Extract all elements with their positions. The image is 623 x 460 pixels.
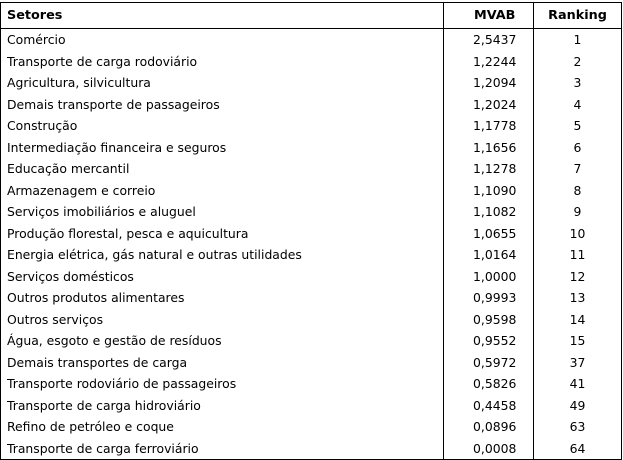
ranking-cell: 37 bbox=[534, 352, 622, 374]
sector-cell: Intermediação financeira e seguros bbox=[1, 137, 444, 159]
ranking-cell: 41 bbox=[534, 373, 622, 395]
table-row bbox=[1, 416, 622, 438]
sector-cell: Energia elétrica, gás natural e outras utilidades bbox=[1, 244, 444, 266]
sector-cell: Transporte rodoviário de passageiros bbox=[1, 373, 444, 395]
mvab-cell: 1,2094 bbox=[444, 72, 534, 94]
sector-cell: Produção florestal, pesca e aquicultura bbox=[1, 223, 444, 245]
mvab-cell: 1,2244 bbox=[444, 51, 534, 73]
sector-cell: Refino de petróleo e coque bbox=[1, 416, 444, 438]
mvab-cell: 0,0896 bbox=[444, 416, 534, 438]
sector-cell: Educação mercantil bbox=[1, 158, 444, 180]
table-row bbox=[1, 309, 622, 331]
mvab-cell: 0,4458 bbox=[444, 395, 534, 417]
sector-cell: Demais transporte de passageiros bbox=[1, 94, 444, 116]
sector-cell: Comércio bbox=[1, 29, 444, 51]
table-row bbox=[1, 438, 622, 460]
header-mvab: MVAB bbox=[444, 3, 534, 29]
table-row bbox=[1, 29, 622, 51]
ranking-cell: 11 bbox=[534, 244, 622, 266]
mvab-cell: 1,1082 bbox=[444, 201, 534, 223]
sector-cell: Demais transportes de carga bbox=[1, 352, 444, 374]
mvab-cell: 2,5437 bbox=[444, 29, 534, 51]
ranking-cell: 6 bbox=[534, 137, 622, 159]
mvab-cell: 0,9598 bbox=[444, 309, 534, 331]
ranking-cell: 1 bbox=[534, 29, 622, 51]
mvab-cell: 0,5972 bbox=[444, 352, 534, 374]
ranking-cell: 9 bbox=[534, 201, 622, 223]
table-row bbox=[1, 244, 622, 266]
ranking-cell: 7 bbox=[534, 158, 622, 180]
ranking-cell: 5 bbox=[534, 115, 622, 137]
sector-cell: Transporte de carga ferroviário bbox=[1, 438, 444, 460]
mvab-cell: 1,0655 bbox=[444, 223, 534, 245]
mvab-cell: 1,1090 bbox=[444, 180, 534, 202]
sector-cell: Serviços imobiliários e aluguel bbox=[1, 201, 444, 223]
ranking-cell: 2 bbox=[534, 51, 622, 73]
table-row bbox=[1, 201, 622, 223]
table-row bbox=[1, 137, 622, 159]
mvab-cell: 1,0164 bbox=[444, 244, 534, 266]
mvab-cell: 0,5826 bbox=[444, 373, 534, 395]
table-row bbox=[1, 223, 622, 245]
table-body bbox=[1, 29, 622, 460]
sector-cell: Agricultura, silvicultura bbox=[1, 72, 444, 94]
ranking-cell: 13 bbox=[534, 287, 622, 309]
table-row bbox=[1, 51, 622, 73]
table-row bbox=[1, 266, 622, 288]
sector-cell: Construção bbox=[1, 115, 444, 137]
header-ranking: Ranking bbox=[534, 3, 622, 29]
header-row bbox=[1, 3, 622, 29]
table-row bbox=[1, 352, 622, 374]
mvab-ranking-table bbox=[0, 2, 622, 460]
sector-cell: Armazenagem e correio bbox=[1, 180, 444, 202]
mvab-cell: 1,1656 bbox=[444, 137, 534, 159]
table-row bbox=[1, 72, 622, 94]
mvab-cell: 0,9552 bbox=[444, 330, 534, 352]
mvab-cell: 1,2024 bbox=[444, 94, 534, 116]
ranking-cell: 14 bbox=[534, 309, 622, 331]
ranking-cell: 15 bbox=[534, 330, 622, 352]
table-header bbox=[1, 3, 622, 29]
table-row bbox=[1, 330, 622, 352]
ranking-cell: 10 bbox=[534, 223, 622, 245]
sector-cell: Serviços domésticos bbox=[1, 266, 444, 288]
mvab-cell: 0,9993 bbox=[444, 287, 534, 309]
table-row bbox=[1, 395, 622, 417]
ranking-cell: 3 bbox=[534, 72, 622, 94]
header-sector: Setores bbox=[1, 3, 444, 29]
ranking-cell: 64 bbox=[534, 438, 622, 460]
sector-cell: Transporte de carga hidroviário bbox=[1, 395, 444, 417]
table-row bbox=[1, 287, 622, 309]
ranking-cell: 4 bbox=[534, 94, 622, 116]
mvab-cell: 1,1278 bbox=[444, 158, 534, 180]
table-row bbox=[1, 115, 622, 137]
sector-cell: Outros serviços bbox=[1, 309, 444, 331]
mvab-cell: 1,0000 bbox=[444, 266, 534, 288]
table-row bbox=[1, 94, 622, 116]
mvab-cell: 0,0008 bbox=[444, 438, 534, 460]
table-row bbox=[1, 180, 622, 202]
table-row bbox=[1, 373, 622, 395]
ranking-cell: 8 bbox=[534, 180, 622, 202]
ranking-cell: 63 bbox=[534, 416, 622, 438]
sector-cell: Água, esgoto e gestão de resíduos bbox=[1, 330, 444, 352]
table-row bbox=[1, 158, 622, 180]
sector-cell: Transporte de carga rodoviário bbox=[1, 51, 444, 73]
ranking-cell: 12 bbox=[534, 266, 622, 288]
mvab-cell: 1,1778 bbox=[444, 115, 534, 137]
sector-cell: Outros produtos alimentares bbox=[1, 287, 444, 309]
ranking-cell: 49 bbox=[534, 395, 622, 417]
